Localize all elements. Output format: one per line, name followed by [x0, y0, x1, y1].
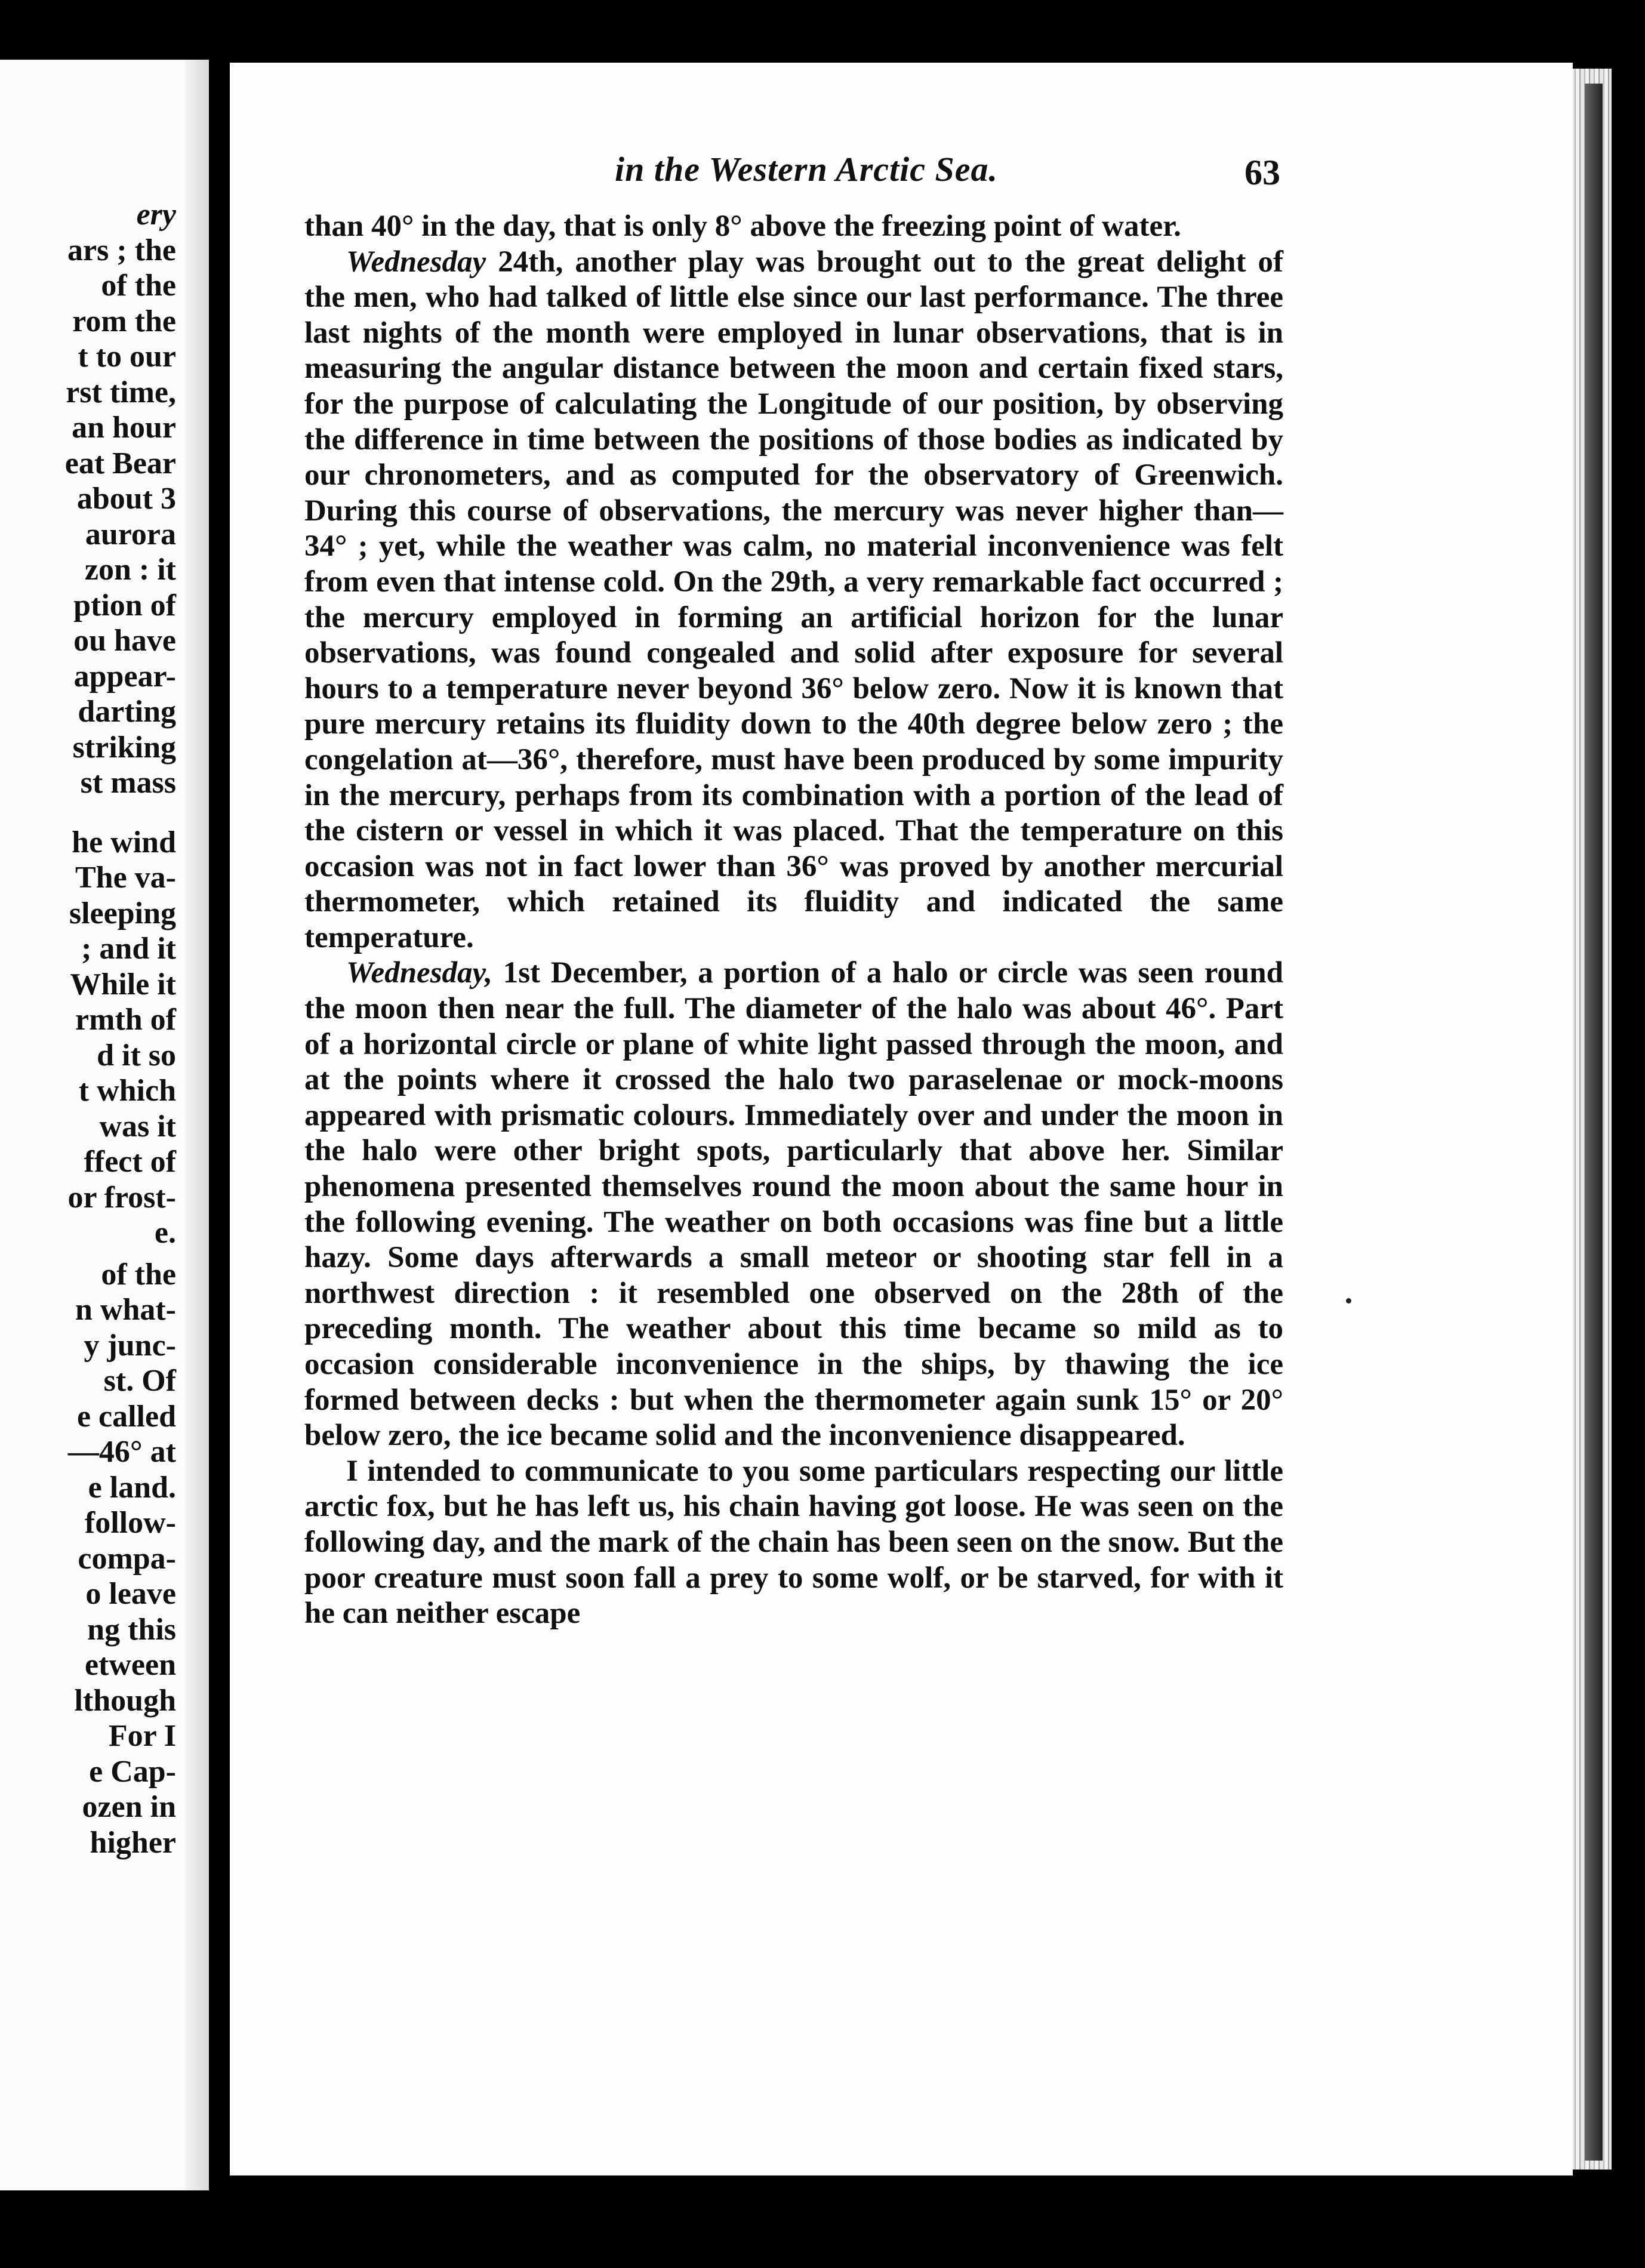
facing-page-line: was it: [99, 1109, 176, 1144]
running-title: in the Western Arctic Sea.: [615, 150, 999, 189]
facing-page-line: ffect of: [84, 1145, 176, 1179]
paragraph-opening: Wednesday,: [346, 956, 493, 990]
facing-page-line: o leave: [85, 1577, 176, 1611]
facing-page-line: of the: [101, 1257, 176, 1292]
paragraph-continuation: than 40° in the day, that is only 8° above the freezing point of water.: [304, 209, 1181, 243]
facing-page-line: compa-: [78, 1541, 176, 1576]
paragraph-wednesday-24th: Wednesday 24th, another play was brought out to the great delight of the men, who had talked of little else since our last performance. The three last nights of the month were employed in lunar observations, that is in measuring the angular distance between the moon and certain fixed stars, for the purpose of calculating the Longitude of our position, by observing the difference in time between the positions of those bodies as indicated by our chronometers, and as computed for the observatory of Greenwich. During this course of observations, the mercury was never higher than—34° ; yet, while the weather was calm, no material inconvenience was felt from even that intense cold. On the 29th, a very remarkable fact occurred ; the mercury employed in forming an artificial horizon for the lunar observations, was found congealed and solid after exposure for several hours to a temperature never beyond 36° below zero. Now it is known that pure mercury retains its fluidity down to the 40th degree below zero ; the congelation at—36°, therefore, must have been produced by some impurity in the mercury, perhaps from its combination with a portion of the lead of the cistern or vessel in which it was placed. That the temperature on this occasion was not in fact lower than 36° was proved by another mercurial thermometer, which retained its fluidity and indicated the same temperature.: [304, 245, 1283, 954]
facing-page-line: n what-: [75, 1293, 176, 1327]
facing-page-line: ou have: [73, 624, 176, 658]
paragraph-wednesday-1st-december: Wednesday, 1st December, a portion of a halo or circle was seen round the moon then near the full. The diameter of the halo was about 46°. Part of a horizontal circle or plane of white light passed through the moon, and at the points where it crossed the halo two paraselenae or mock-moons appeared with prismatic colours. Immediately over and under the moon in the halo were other bright spots, particularly that above her. Similar phenomena presented themselves round the moon about the same hour in the following evening. The weather on both occasions was fine but a little hazy. Some days afterwards a small meteor or shooting star fell in a northwest direction : it resembled one observed on the 28th of the preceding month. The weather about this time became so mild as to occasion considerable inconvenience in the ships, by thawing the ice formed between decks : but when the thermometer again sunk 15° or 20° below zero, the ice became solid and the inconvenience disappeared.: [304, 956, 1283, 1453]
page-number: 63: [1244, 153, 1280, 192]
facing-page-line: follow-: [84, 1506, 176, 1540]
facing-page-line: ery: [136, 198, 176, 232]
facing-page-line: zon : it: [84, 553, 176, 587]
facing-page-line: ozen in: [82, 1790, 176, 1824]
facing-page-line: about 3: [76, 482, 176, 516]
body-text: [304, 209, 1283, 1632]
facing-page-line: st. Of: [103, 1364, 176, 1398]
facing-page-line: higher: [90, 1825, 176, 1860]
facing-page-line: of the: [101, 269, 176, 303]
facing-page-line: d it so: [97, 1038, 176, 1073]
facing-page-line: he wind: [72, 825, 176, 859]
facing-page-line: ; and it: [81, 932, 176, 966]
facing-page-line: y junc-: [84, 1328, 176, 1363]
facing-page-line: While it: [70, 967, 176, 1002]
facing-page-line: or frost-: [67, 1180, 176, 1215]
facing-page-line: The va-: [75, 861, 176, 895]
facing-page-line: rmth of: [75, 1003, 176, 1037]
facing-page-line: darting: [78, 695, 176, 729]
facing-page-line: appear-: [73, 659, 176, 694]
facing-page-line: —46° at: [67, 1435, 176, 1469]
facing-page-line: rst time,: [66, 375, 176, 409]
paragraph-arctic-fox: I intended to communicate to you some particulars respecting our little arctic fox, but he has left us, his chain having got loose. He was seen on the following day, and the mark of the chain has been seen on the snow. But the poor creature must soon fall a prey to some wolf, or be starved, for with it he can neither escape: [304, 1454, 1283, 1631]
facing-page-line: an hour: [72, 411, 176, 445]
facing-page-line: ng this: [87, 1612, 176, 1647]
facing-page-line: sleeping: [69, 896, 176, 930]
facing-page-line: e.: [154, 1216, 176, 1250]
facing-page-line: ption of: [73, 588, 176, 623]
facing-page-line: striking: [72, 730, 176, 765]
facing-page-line: etween: [84, 1648, 176, 1682]
facing-page-line: t to our: [78, 340, 176, 374]
page-gutter: [185, 60, 209, 2190]
facing-page-line: e Cap-: [89, 1754, 176, 1789]
facing-page-line: lthough: [74, 1683, 176, 1718]
facing-page-line: aurora: [85, 517, 176, 551]
facing-page-line: For I: [108, 1719, 176, 1753]
facing-page-line: rom the: [72, 304, 176, 338]
facing-page-left: [0, 60, 209, 2190]
paragraph-opening: Wednesday: [346, 245, 486, 279]
facing-page-line: eat Bear: [64, 446, 176, 480]
facing-page-line: e called: [76, 1399, 176, 1434]
facing-page-line: ars ; the: [67, 233, 176, 267]
book-spine-shadow: [1585, 84, 1603, 2161]
facing-page-line: t which: [78, 1074, 176, 1108]
ink-spot: [1346, 1298, 1351, 1304]
facing-page-line: e land.: [88, 1470, 176, 1505]
facing-page-line: st mass: [80, 766, 176, 800]
